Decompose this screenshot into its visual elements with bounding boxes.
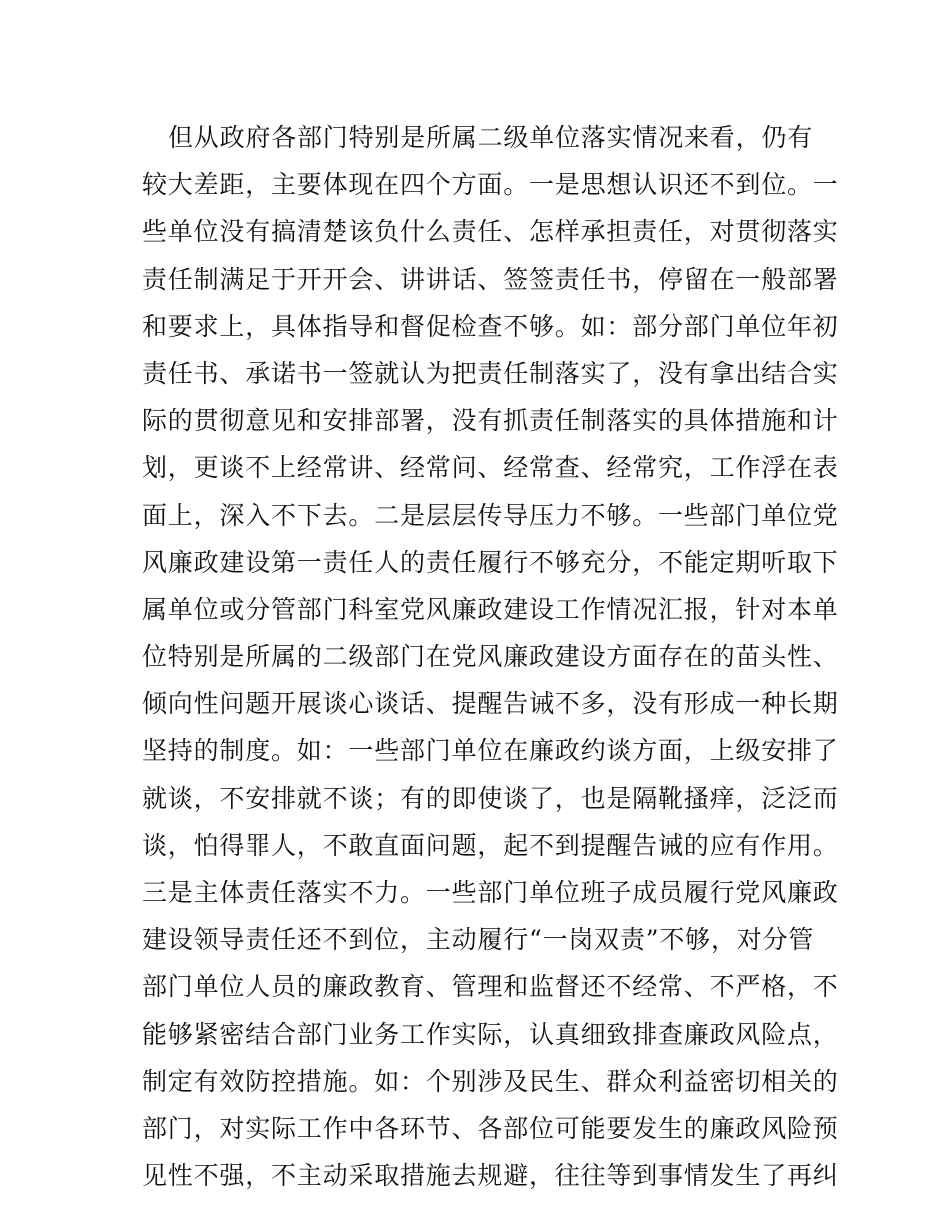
paragraph-line: 建设领导责任还不到位，主动履行“一岗双责”不够，对分管 [142, 925, 815, 955]
body-paragraph [142, 114, 839, 1199]
paragraph-line: 谈，怕得罪人，不敢直面问题，起不到提醒告诫的应有作用。 [142, 830, 839, 860]
paragraph-line: 部门，对实际工作中各环节、各部位可能要发生的廉政风险预 [142, 1113, 839, 1143]
paragraph-line: 坚持的制度。如：一些部门单位在廉政约谈方面，上级安排了 [142, 736, 839, 766]
paragraph-line: 风廉政建设第一责任人的责任履行不够充分，不能定期听取下 [142, 547, 839, 577]
paragraph-line: 些单位没有搞清楚该负什么责任、怎样承担责任，对贯彻落实 [142, 217, 839, 247]
paragraph-line: 责任书、承诺书一签就认为把责任制落实了，没有拿出结合实 [142, 358, 839, 388]
paragraph-line: 制定有效防控措施。如：个别涉及民生、群众利益密切相关的 [142, 1066, 839, 1096]
paragraph-line: 能够紧密结合部门业务工作实际，认真细致排查廉政风险点， [142, 1019, 839, 1049]
paragraph-line: 位特别是所属的二级部门在党风廉政建设方面存在的苗头性、 [142, 642, 839, 672]
paragraph-line: 见性不强，不主动采取措施去规避，往往等到事情发生了再纠 [142, 1161, 839, 1191]
paragraph-line: 属单位或分管部门科室党风廉政建设工作情况汇报，针对本单 [142, 594, 839, 624]
paragraph-line: 部门单位人员的廉政教育、管理和监督还不经常、不严格，不 [142, 972, 839, 1002]
paragraph-line: 三是主体责任落实不力。一些部门单位班子成员履行党风廉政 [142, 878, 839, 907]
paragraph-line: 较大差距，主要体现在四个方面。一是思想认识还不到位。一 [142, 170, 839, 200]
paragraph-line: 和要求上，具体指导和督促检查不够。如：部分部门单位年初 [142, 311, 839, 341]
paragraph-line: 就谈，不安排就不谈；有的即使谈了，也是隔靴搔痒，泛泛而 [142, 783, 839, 813]
paragraph-line: 划，更谈不上经常讲、经常问、经常查、经常究，工作浮在表 [142, 453, 839, 483]
paragraph-line: 际的贯彻意见和安排部署，没有抓责任制落实的具体措施和计 [142, 406, 839, 436]
paragraph-line: 面上，深入不下去。二是层层传导压力不够。一些部门单位党 [142, 500, 839, 530]
paragraph-line: 责任制满足于开开会、讲讲话、签签责任书，停留在一般部署 [142, 264, 839, 294]
paragraph-line: 倾向性问题开展谈心谈话、提醒告诫不多，没有形成一种长期 [142, 689, 839, 719]
paragraph-line: 但从政府各部门特别是所属二级单位落实情况来看，仍有 [168, 123, 814, 152]
